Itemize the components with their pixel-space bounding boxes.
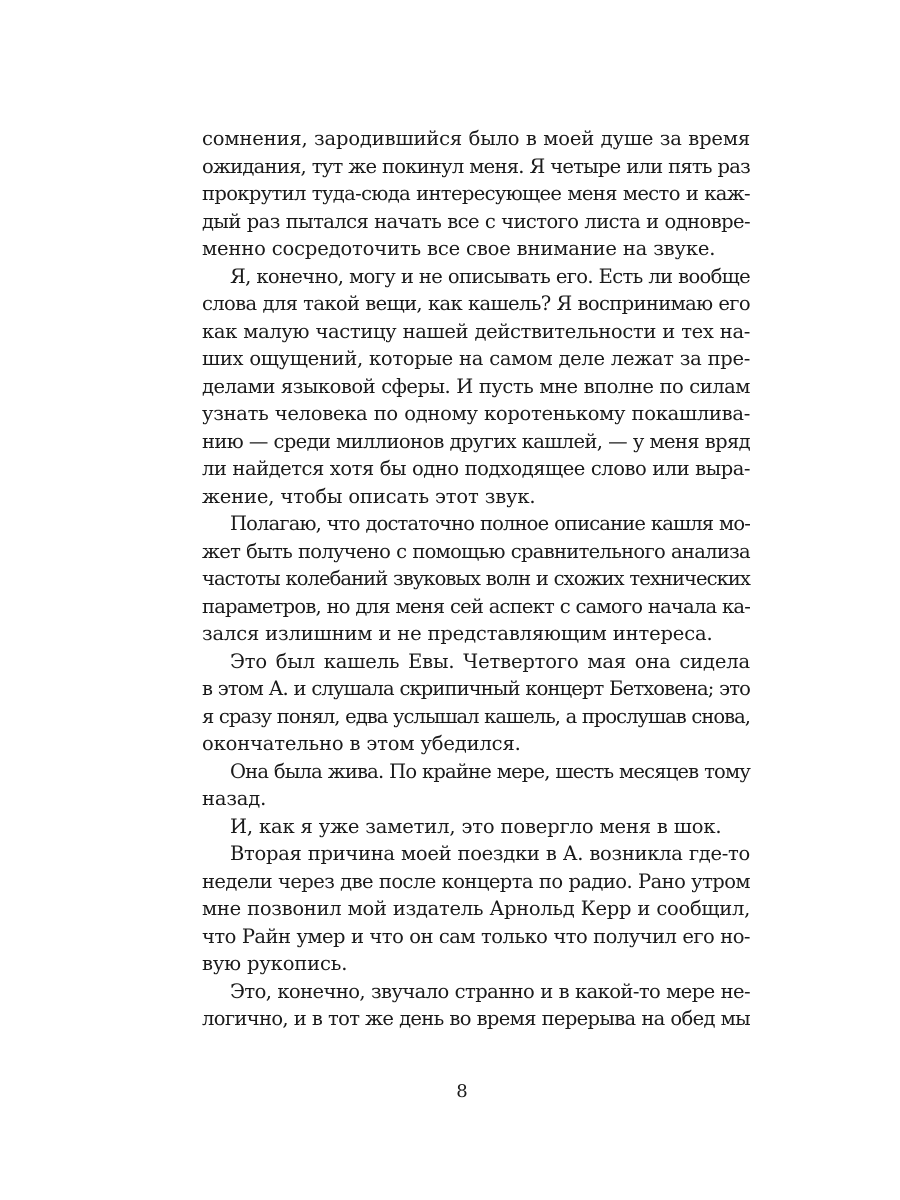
body-text: [202, 125, 750, 1033]
text-line: в этом А. и слушала скрипичный концерт Бетховена; это: [202, 677, 750, 700]
text-line: дый раз пытался начать все с чистого листа и одновре-: [202, 209, 750, 233]
text-line: Это, конечно, звучало странно и в какой-то мере не-: [230, 979, 750, 1003]
text-line: слова для такой вещи, как кашель? Я воспринимаю его: [202, 292, 750, 315]
page-number: 8: [456, 1081, 468, 1102]
text-line: недели через две после концерта по радио. Рано утром: [202, 869, 750, 893]
text-line: Я, конечно, могу и не описывать его. Есть ли вообще: [230, 264, 750, 288]
text-line: частоты колебаний звуковых волн и схожих технических: [202, 567, 750, 590]
text-line: ли найдется хотя бы одно подходящее слово или выра-: [202, 457, 750, 480]
text-line: я сразу понял, едва услышал кашель, а прослушав снова,: [202, 704, 750, 728]
text-line: назад.: [202, 787, 267, 810]
text-line: как малую частицу нашей действительности и тех на-: [202, 319, 750, 343]
text-line: что Райн умер и что он сам только что получил его но-: [202, 924, 750, 948]
text-line: Это был кашель Евы. Четвертого мая она сидела: [230, 649, 750, 673]
text-line: ших ощущений, которые на самом деле лежат за пре-: [202, 347, 750, 370]
text-line: ожидания, тут же покинул меня. Я четыре или пять раз: [202, 154, 750, 178]
text-line: вую рукопись.: [202, 952, 348, 975]
text-line: жет быть получено с помощью сравнительного анализа: [202, 539, 750, 563]
text-line: Полагаю, что достаточно полное описание кашля мо-: [230, 512, 750, 535]
text-line: нию — среди миллионов других кашлей, — у меня вряд: [202, 429, 750, 453]
text-line: Она была жива. По крайне мере, шесть месяцев тому: [230, 759, 750, 783]
text-line: параметров, но для меня сей аспект с самого начала ка-: [202, 594, 750, 618]
text-line: прокрутил туда-сюда интересующее меня место и каж-: [202, 182, 750, 205]
text-line: логично, и в тот же день во время перерыва на обед мы: [202, 1007, 750, 1030]
text-line: сомнения, зародившийся было в моей душе за время: [202, 127, 750, 150]
text-line: жение, чтобы описать этот звук.: [202, 484, 536, 508]
text-line: мне позвонил мой издатель Арнольд Керр и сообщил,: [202, 897, 750, 920]
text-line: окончательно в этом убедился.: [202, 732, 521, 755]
text-line: узнать человека по одному коротенькому покашлива-: [202, 402, 750, 425]
text-line: менно сосредоточить все свое внимание на звуке.: [202, 237, 716, 260]
text-line: Вторая причина моей поездки в А. возникла где-то: [230, 842, 750, 865]
text-line: делами языковой сферы. И пусть мне вполне по силам: [202, 374, 750, 398]
text-line: зался излишним и не представляющим интереса.: [202, 622, 713, 645]
text-line: И, как я уже заметил, это повергло меня в шок.: [230, 814, 722, 838]
